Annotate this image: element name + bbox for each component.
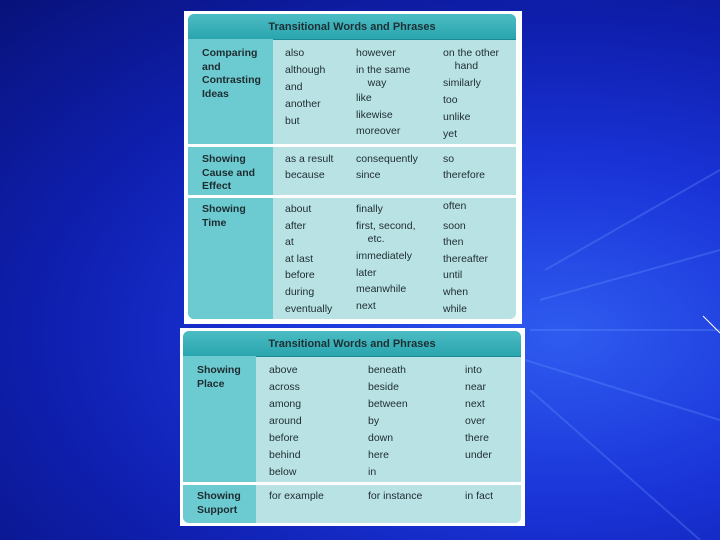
word: in the same way [356,64,411,89]
word: across [269,381,300,393]
word: below [269,466,297,478]
word: then [443,236,464,248]
word: for example [269,490,324,502]
word: over [465,415,486,427]
word: and [285,81,303,93]
word: therefore [443,169,486,181]
word: before [269,432,299,444]
word: but [285,115,300,127]
word: among [269,398,302,410]
word: beneath [368,364,406,376]
word: thereafter [443,253,488,265]
word: often [443,200,467,212]
word: down [368,432,394,444]
word: at last [285,253,314,265]
word: meanwhile [356,283,407,295]
word: in fact [465,490,494,502]
word: for instance [368,490,423,502]
transitions-table-1 [184,11,522,324]
word: under [465,449,492,461]
word: here [368,449,390,461]
word: before [285,269,315,281]
word: after [285,220,307,232]
table-2-title: Transitional Words and Phrases [183,331,521,357]
word: near [465,381,487,393]
category-comparing-contrasting: Comparing and Contrasting Ideas [202,47,261,100]
category-place: Showing Place [197,364,241,390]
word: above [269,364,298,376]
word: soon [443,220,466,232]
word: later [356,267,377,279]
word: because [285,169,325,181]
word: as a result [285,153,334,165]
table-1-title: Transitional Words and Phrases [188,14,516,40]
category-cause-effect: Showing Cause and Effect [202,153,256,192]
word: in [368,466,377,478]
word: yet [443,128,458,140]
word: consequently [356,153,418,165]
word: although [285,64,326,76]
word: between [368,398,408,410]
word: unlike [443,111,471,123]
word: likewise [356,109,393,121]
word: during [285,286,315,298]
word: there [465,432,489,444]
word: into [465,364,482,376]
table-1-body [188,14,516,319]
word: also [285,47,305,59]
word: behind [269,449,301,461]
category-support: Showing Support [197,490,241,516]
word: on the other hand [443,47,500,72]
word: however [356,47,396,59]
word: next [465,398,485,410]
table-1-divider-2 [188,195,516,198]
word: eventually [285,303,333,315]
word: while [443,303,467,315]
word: next [356,300,376,312]
word: beside [368,381,399,393]
word: until [443,269,463,281]
table-1-divider-1 [188,144,516,147]
table-2-body [183,331,521,523]
word: like [356,92,372,104]
word: around [269,415,302,427]
word: at [285,236,294,248]
word: another [285,98,321,110]
word: similarly [443,77,481,89]
word: too [443,94,458,106]
transitions-table-2 [180,328,525,526]
word: immediately [356,250,413,262]
word: when [443,286,469,298]
word: about [285,203,312,215]
word: so [443,153,455,165]
category-time: Showing Time [202,203,246,229]
word: first, second, etc. [356,220,416,245]
word: finally [356,203,383,215]
table-2-divider-1 [183,482,521,485]
word: moreover [356,125,401,137]
word: by [368,415,380,427]
word: since [356,169,381,181]
